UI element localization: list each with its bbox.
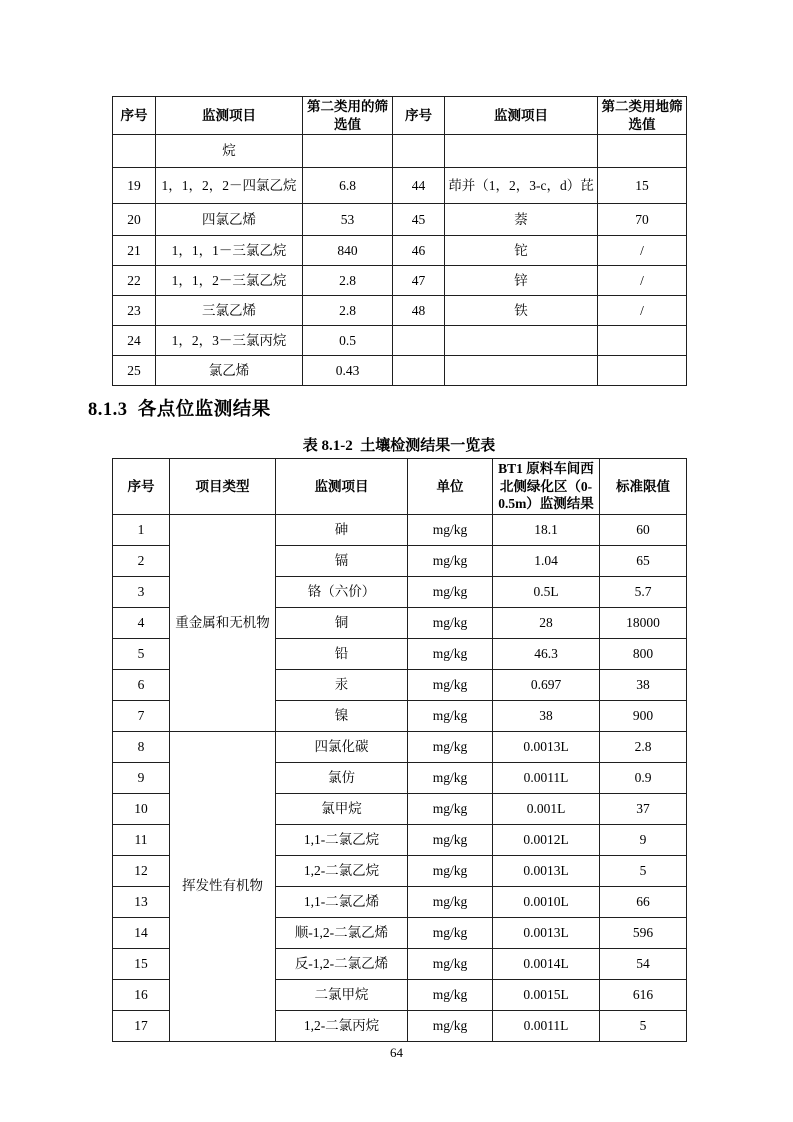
limit-cell: 5	[600, 855, 687, 886]
item-cell: 四氯化碳	[276, 731, 408, 762]
limit-cell: 5.7	[600, 576, 687, 607]
seq-cell: 19	[113, 168, 156, 204]
result-cell: 0.0015L	[493, 979, 600, 1010]
header-cell-item-right: 监测项目	[445, 97, 598, 135]
item-cell: 镍	[276, 700, 408, 731]
header-cell-seq-right: 序号	[393, 97, 445, 135]
table-row	[113, 204, 687, 236]
item-cell: 铬（六价）	[276, 576, 408, 607]
limit-cell: 596	[600, 917, 687, 948]
limit-cell: 800	[600, 638, 687, 669]
header-cell-result: BT1 原料车间西北侧绿化区（0-0.5m）监测结果	[493, 459, 600, 515]
unit-cell: mg/kg	[408, 1010, 493, 1041]
seq-cell: 9	[113, 762, 170, 793]
header-cell-screening-left: 第二类用的筛选值	[303, 97, 393, 135]
seq-cell: 4	[113, 607, 170, 638]
limit-cell: 18000	[600, 607, 687, 638]
item-cell: 锌	[445, 266, 598, 296]
item-cell: 1，2，3－三氯丙烷	[156, 326, 303, 356]
item-cell: 铊	[445, 236, 598, 266]
unit-cell: mg/kg	[408, 638, 493, 669]
result-cell: 0.0013L	[493, 917, 600, 948]
seq-cell: 16	[113, 979, 170, 1010]
seq-cell: 17	[113, 1010, 170, 1041]
seq-cell: 11	[113, 824, 170, 855]
limit-cell: 0.9	[600, 762, 687, 793]
header-cell-item: 监测项目	[276, 459, 408, 515]
item-cell: 氯甲烷	[276, 793, 408, 824]
table-row	[113, 514, 687, 545]
item-cell: 1，1，1－三氯乙烷	[156, 236, 303, 266]
result-cell: 28	[493, 607, 600, 638]
item-cell: 镉	[276, 545, 408, 576]
seq-cell: 15	[113, 948, 170, 979]
result-cell: 0.0014L	[493, 948, 600, 979]
table-row	[113, 356, 687, 386]
seq-cell: 45	[393, 204, 445, 236]
unit-cell: mg/kg	[408, 669, 493, 700]
unit-cell: mg/kg	[408, 824, 493, 855]
item-cell: 1,2-二氯丙烷	[276, 1010, 408, 1041]
table-row	[113, 135, 687, 168]
seq-cell: 10	[113, 793, 170, 824]
limit-cell: 9	[600, 824, 687, 855]
limit-cell: 54	[600, 948, 687, 979]
screening-values-table-container	[112, 96, 687, 386]
item-cell: 氯仿	[276, 762, 408, 793]
item-cell: 砷	[276, 514, 408, 545]
category-cell: 重金属和无机物	[170, 514, 276, 731]
seq-cell: 25	[113, 356, 156, 386]
table-caption: 表 8.1-2 土壤检测结果一览表	[302, 438, 496, 454]
limit-cell: 616	[600, 979, 687, 1010]
unit-cell: mg/kg	[408, 855, 493, 886]
seq-cell: 24	[113, 326, 156, 356]
seq-cell: 12	[113, 855, 170, 886]
item-cell	[445, 135, 598, 168]
seq-cell: 14	[113, 917, 170, 948]
seq-cell: 21	[113, 236, 156, 266]
section-heading: 8.1.3 各点位监测结果	[88, 400, 271, 420]
item-cell: 铁	[445, 296, 598, 326]
table-row	[113, 326, 687, 356]
result-cell: 1.04	[493, 545, 600, 576]
value-cell	[598, 356, 687, 386]
seq-cell: 5	[113, 638, 170, 669]
table-row	[113, 266, 687, 296]
seq-cell: 6	[113, 669, 170, 700]
header-cell-seq-left: 序号	[113, 97, 156, 135]
value-cell	[598, 326, 687, 356]
seq-cell: 2	[113, 545, 170, 576]
value-cell: 6.8	[303, 168, 393, 204]
seq-cell	[393, 135, 445, 168]
value-cell: /	[598, 236, 687, 266]
item-cell: 汞	[276, 669, 408, 700]
item-cell: 顺-1,2-二氯乙烯	[276, 917, 408, 948]
result-cell: 0.001L	[493, 793, 600, 824]
value-cell	[598, 135, 687, 168]
header-cell-item-left: 监测项目	[156, 97, 303, 135]
limit-cell: 900	[600, 700, 687, 731]
screening-values-table	[112, 96, 687, 386]
seq-cell: 3	[113, 576, 170, 607]
table-row	[113, 168, 687, 204]
result-cell: 0.0013L	[493, 731, 600, 762]
unit-cell: mg/kg	[408, 576, 493, 607]
item-cell: 1，1，2－三氯乙烷	[156, 266, 303, 296]
seq-cell: 48	[393, 296, 445, 326]
result-cell: 0.697	[493, 669, 600, 700]
seq-cell: 8	[113, 731, 170, 762]
item-cell: 反-1,2-二氯乙烯	[276, 948, 408, 979]
item-cell	[445, 326, 598, 356]
header-cell-unit: 单位	[408, 459, 493, 515]
soil-table-header	[113, 459, 687, 515]
limit-cell: 2.8	[600, 731, 687, 762]
result-cell: 0.0012L	[493, 824, 600, 855]
value-cell	[303, 135, 393, 168]
table-row	[113, 731, 687, 762]
seq-cell: 46	[393, 236, 445, 266]
header-row	[113, 97, 687, 135]
seq-cell: 7	[113, 700, 170, 731]
result-cell: 0.0011L	[493, 762, 600, 793]
seq-cell: 1	[113, 514, 170, 545]
unit-cell: mg/kg	[408, 607, 493, 638]
unit-cell: mg/kg	[408, 514, 493, 545]
item-cell: 四氯乙烯	[156, 204, 303, 236]
limit-cell: 66	[600, 886, 687, 917]
header-cell-seq: 序号	[113, 459, 170, 515]
item-cell: 1,2-二氯乙烷	[276, 855, 408, 886]
seq-cell: 23	[113, 296, 156, 326]
item-cell: 1,1-二氯乙烷	[276, 824, 408, 855]
item-cell: 铜	[276, 607, 408, 638]
limit-cell: 5	[600, 1010, 687, 1041]
seq-cell: 44	[393, 168, 445, 204]
item-cell: 萘	[445, 204, 598, 236]
item-cell: 氯乙烯	[156, 356, 303, 386]
item-cell: 三氯乙烯	[156, 296, 303, 326]
table-row	[113, 296, 687, 326]
table-row	[113, 236, 687, 266]
value-cell: 840	[303, 236, 393, 266]
unit-cell: mg/kg	[408, 948, 493, 979]
seq-cell	[113, 135, 156, 168]
soil-table-body	[113, 514, 687, 1041]
value-cell: 70	[598, 204, 687, 236]
result-cell: 46.3	[493, 638, 600, 669]
seq-cell: 13	[113, 886, 170, 917]
item-cell: 1,1-二氯乙烯	[276, 886, 408, 917]
value-cell: 2.8	[303, 296, 393, 326]
result-cell: 18.1	[493, 514, 600, 545]
seq-cell: 20	[113, 204, 156, 236]
item-cell	[445, 356, 598, 386]
seq-cell	[393, 326, 445, 356]
soil-results-table	[112, 458, 687, 1042]
limit-cell: 65	[600, 545, 687, 576]
header-row	[113, 459, 687, 515]
category-cell: 挥发性有机物	[170, 731, 276, 1041]
value-cell: 0.5	[303, 326, 393, 356]
result-cell: 0.5L	[493, 576, 600, 607]
limit-cell: 60	[600, 514, 687, 545]
unit-cell: mg/kg	[408, 700, 493, 731]
unit-cell: mg/kg	[408, 545, 493, 576]
unit-cell: mg/kg	[408, 917, 493, 948]
soil-results-table-container	[112, 458, 687, 1042]
result-cell: 0.0010L	[493, 886, 600, 917]
value-cell: /	[598, 266, 687, 296]
item-cell: 茚并（1，2，3-c，d）芘	[445, 168, 598, 204]
result-cell: 0.0011L	[493, 1010, 600, 1041]
header-cell-category: 项目类型	[170, 459, 276, 515]
value-cell: 2.8	[303, 266, 393, 296]
value-cell: 53	[303, 204, 393, 236]
value-cell: 0.43	[303, 356, 393, 386]
limit-cell: 38	[600, 669, 687, 700]
screening-table-header	[113, 97, 687, 135]
header-cell-limit: 标准限值	[600, 459, 687, 515]
limit-cell: 37	[600, 793, 687, 824]
item-cell: 二氯甲烷	[276, 979, 408, 1010]
item-cell: 铅	[276, 638, 408, 669]
seq-cell: 47	[393, 266, 445, 296]
seq-cell	[393, 356, 445, 386]
item-cell: 1，1，2，2－四氯乙烷	[156, 168, 303, 204]
unit-cell: mg/kg	[408, 762, 493, 793]
unit-cell: mg/kg	[408, 731, 493, 762]
unit-cell: mg/kg	[408, 886, 493, 917]
unit-cell: mg/kg	[408, 793, 493, 824]
result-cell: 38	[493, 700, 600, 731]
result-cell: 0.0013L	[493, 855, 600, 886]
seq-cell: 22	[113, 266, 156, 296]
value-cell: 15	[598, 168, 687, 204]
unit-cell: mg/kg	[408, 979, 493, 1010]
header-cell-screening-right: 第二类用地筛选值	[598, 97, 687, 135]
value-cell: /	[598, 296, 687, 326]
screening-table-body	[113, 135, 687, 386]
page-number: 64	[390, 1045, 403, 1060]
item-cell: 烷	[156, 135, 303, 168]
